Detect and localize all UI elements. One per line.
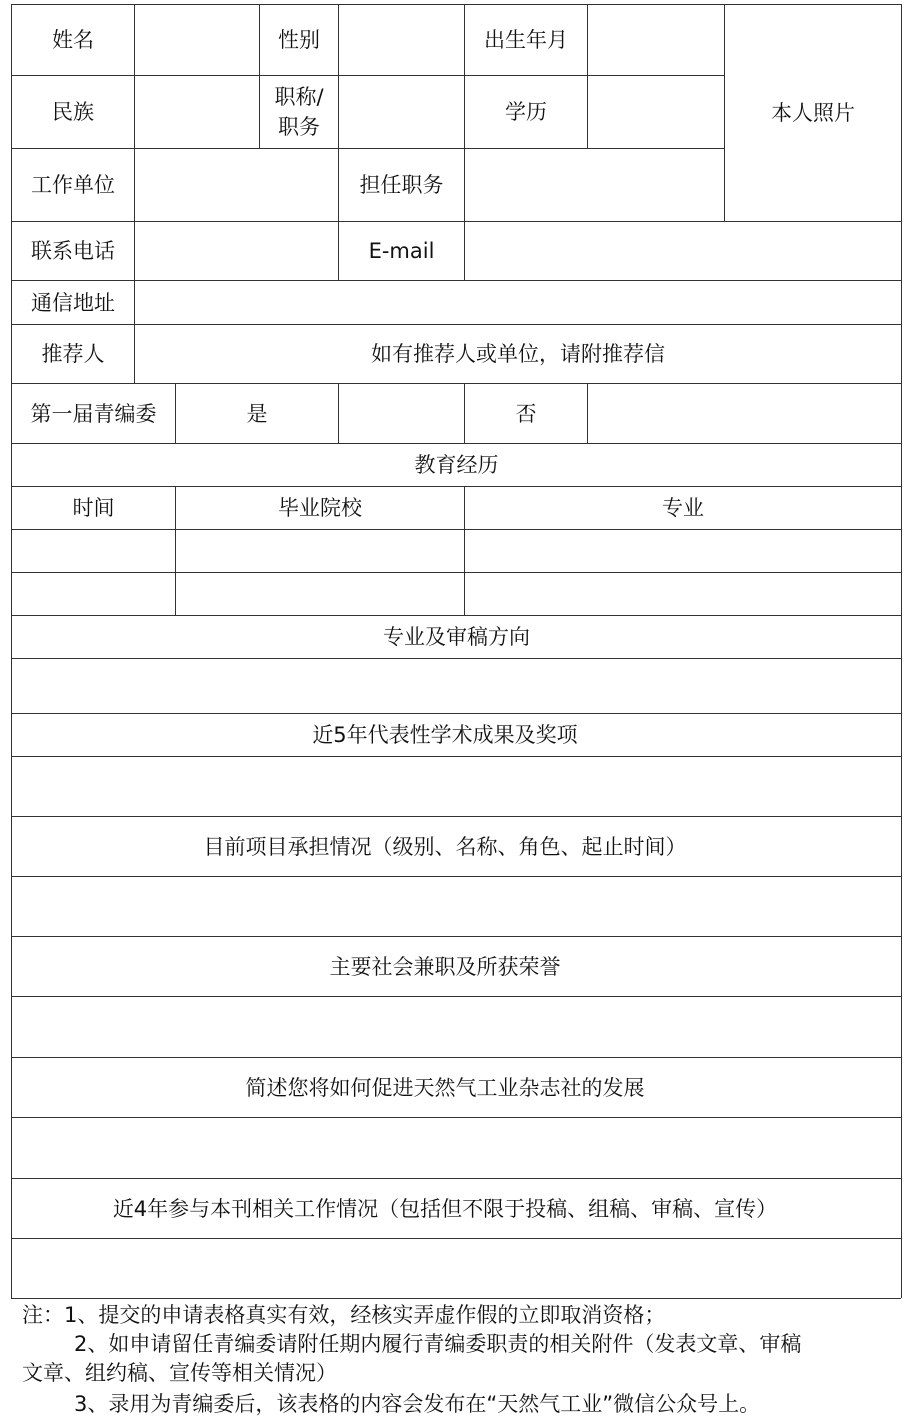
label-ethnicity: 民族 — [52, 100, 94, 124]
section-header-journal-work: 近4年参与本刊相关工作情况（包括但不限于投稿、组稿、审稿、宣传） — [112, 1196, 778, 1221]
gender-field[interactable] — [339, 5, 464, 75]
achievements-field[interactable] — [12, 757, 901, 816]
development-field[interactable] — [12, 1118, 901, 1178]
col-major: 专业 — [662, 496, 704, 520]
phone-field[interactable] — [135, 222, 338, 280]
edu-school-field[interactable] — [176, 573, 464, 615]
work-unit-field[interactable] — [135, 149, 338, 221]
ethnicity-field[interactable] — [135, 76, 259, 148]
option-yes: 是 — [246, 401, 268, 426]
edu-major-field[interactable] — [465, 530, 901, 572]
section-header-honors: 主要社会兼职及所获荣誉 — [329, 954, 561, 979]
col-school: 毕业院校 — [278, 496, 362, 520]
col-time: 时间 — [72, 496, 115, 520]
label-education-level: 学历 — [505, 100, 547, 124]
label-name: 姓名 — [52, 28, 94, 52]
note-line-2: 2、如申请留任青编委请附任期内履行青编委职责的相关附件（发表文章、审稿 — [74, 1332, 802, 1356]
note-line-1: 注：1、提交的申请表格真实有效，经核实弄虚作假的立即取消资格； — [22, 1303, 666, 1327]
note-line-3: 文章、组约稿、宣传等相关情况） — [22, 1361, 337, 1385]
role-field[interactable] — [465, 149, 724, 221]
journal-work-field[interactable] — [12, 1239, 901, 1298]
section-header-development: 简述您将如何促进天然气工业杂志社的发展 — [245, 1075, 645, 1100]
label-email: E-mail — [368, 239, 435, 263]
no-checkbox-cell[interactable] — [588, 384, 901, 443]
education-header: 教育经历 — [414, 453, 499, 477]
label-work-unit: 工作单位 — [31, 173, 115, 197]
label-first-board: 第一届青编委 — [30, 401, 157, 426]
label-role: 担任职务 — [359, 173, 444, 197]
border — [901, 4, 902, 1298]
edu-school-field[interactable] — [176, 530, 464, 572]
address-field[interactable] — [135, 281, 901, 324]
email-field[interactable] — [465, 222, 901, 280]
label-gender: 性别 — [278, 28, 320, 52]
section-header-projects: 目前项目承担情况（级别、名称、角色、起止时间） — [203, 834, 687, 859]
edu-time-field[interactable] — [12, 530, 175, 572]
name-field[interactable] — [135, 5, 259, 75]
label-title-position: 职称/职务 — [274, 85, 324, 139]
honors-field[interactable] — [12, 997, 901, 1057]
option-no: 否 — [515, 401, 537, 426]
photo-area[interactable]: 本人照片 — [771, 101, 855, 125]
recommender-field[interactable]: 如有推荐人或单位，请附推荐信 — [371, 342, 665, 366]
label-recommender: 推荐人 — [41, 342, 105, 366]
edu-time-field[interactable] — [12, 573, 175, 615]
section-header-achievements: 近5年代表性学术成果及奖项 — [312, 723, 578, 747]
birth-field[interactable] — [588, 5, 724, 75]
title-position-field[interactable] — [339, 76, 464, 148]
label-birth: 出生年月 — [484, 28, 568, 52]
border — [11, 1298, 901, 1299]
label-address: 通信地址 — [31, 290, 115, 315]
edu-major-field[interactable] — [465, 573, 901, 615]
education-level-field[interactable] — [588, 76, 724, 148]
note-line-4: 3、录用为青编委后，该表格的内容会发布在“天然气工业”微信公众号上。 — [74, 1392, 761, 1416]
section-header-review-direction: 专业及审稿方向 — [383, 625, 530, 649]
review-direction-field[interactable] — [12, 659, 901, 713]
label-phone: 联系电话 — [31, 239, 115, 263]
projects-field[interactable] — [12, 877, 901, 936]
yes-checkbox-cell[interactable] — [339, 384, 464, 443]
